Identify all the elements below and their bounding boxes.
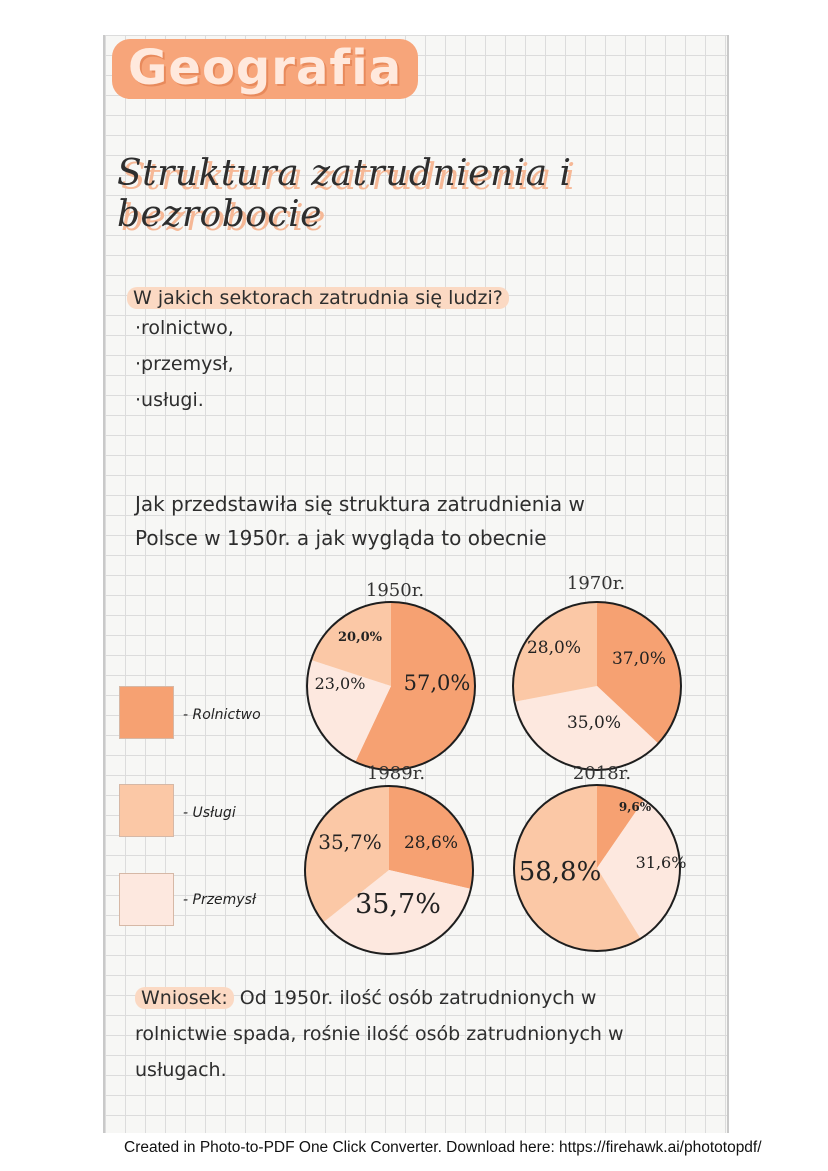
pie-title: 1989r.	[366, 763, 426, 784]
pie-data-label: 35,0%	[566, 713, 622, 733]
pie-data-label: 28,6%	[403, 833, 459, 853]
pie-title: 1950r.	[365, 580, 425, 601]
pie-title: 1970r.	[566, 573, 626, 594]
intro-line: Polsce w 1950r. a jak wygląda to obecnie	[135, 526, 547, 550]
footer-credit: Created in Photo-to-PDF One Click Converter. Download here: https://firehawk.ai/phototopdf/	[124, 1139, 762, 1156]
list-item: ·usługi.	[135, 389, 204, 411]
pie-data-label: 37,0%	[611, 649, 667, 669]
pie-data-label: 58,8%	[518, 857, 602, 887]
conclusion-line-3: usługach.	[135, 1059, 227, 1081]
pie-title: 2018r.	[572, 763, 632, 784]
legend-label-przemysl: - Przemysł	[183, 892, 256, 908]
topic-title: Struktura zatrudnienia i bezrobocie	[117, 153, 572, 235]
notebook-page	[103, 35, 729, 1133]
pie-data-label: 23,0%	[314, 674, 366, 693]
list-item: ·przemysł,	[135, 353, 234, 375]
pie-data-label: 9,6%	[618, 800, 652, 814]
pie-data-label: 31,6%	[635, 853, 687, 872]
legend-label-rolnictwo: - Rolnictwo	[183, 707, 261, 723]
conclusion-line-1	[135, 983, 596, 1013]
pie-charts	[105, 35, 727, 1133]
question-text: W jakich sektorach zatrudnia się ludzi?	[127, 287, 509, 309]
conclusion-line-2: rolnictwie spada, rośnie ilość osób zatrudnionych w	[135, 1023, 624, 1045]
intro-line: Jak przedstawiła się struktura zatrudnienia w	[135, 492, 585, 516]
pie-data-label: 57,0%	[403, 671, 471, 695]
subject-title: Geografia	[112, 39, 418, 99]
pie-data-label: 20,0%	[337, 630, 383, 645]
pie-data-label: 28,0%	[526, 638, 582, 658]
conclusion-text: Od 1950r. ilość osób zatrudnionych w	[239, 987, 597, 1009]
conclusion-label: Wniosek:	[135, 987, 234, 1009]
pie-data-label: 35,7%	[355, 889, 441, 920]
legend-label-uslugi: - Usługi	[183, 805, 236, 821]
pie-data-label: 35,7%	[318, 830, 382, 854]
list-item: ·rolnictwo,	[135, 317, 234, 339]
